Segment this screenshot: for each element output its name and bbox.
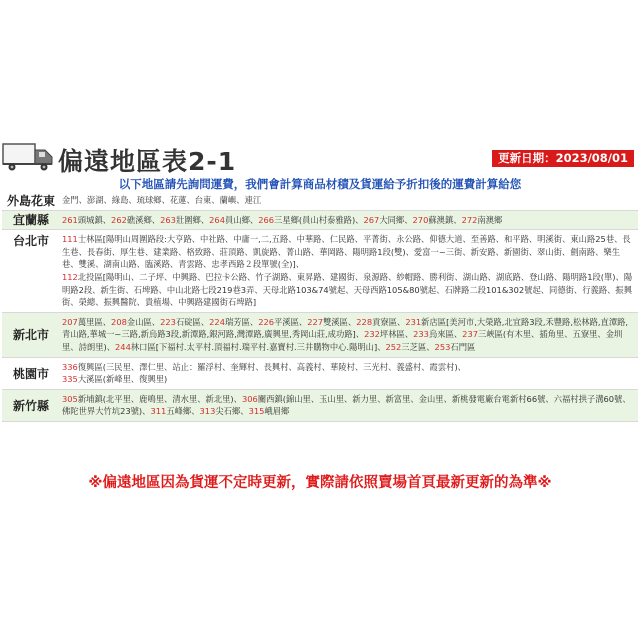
region-row xyxy=(2,390,638,422)
postal-code: 264 xyxy=(209,214,225,225)
postal-code: 244 xyxy=(115,341,131,352)
area-text: 瑞芳區、 xyxy=(224,316,259,327)
postal-code: 207 xyxy=(62,316,78,327)
area-text: 貢寮區、 xyxy=(372,316,406,327)
area-paragraph xyxy=(62,194,636,207)
region-row xyxy=(2,230,638,313)
area-text: 大溪區(新峰里、復興里) xyxy=(77,374,168,385)
area-text: 峨眉鄉 xyxy=(264,406,290,417)
area-paragraph xyxy=(62,361,636,374)
area-text: 新埔鎮(北平里、鹿鳴里、清水里、新北里)、 xyxy=(77,393,242,404)
area-text: 士林區[陽明山周圍路段:大亨路、中社路、中庸一,二,五路、中華路、仁民路、平菁街、永公路、仰德大道、至善路、和平路、明溪街、東山路25巷、長生巷、長春街、厚生巷、建業路、格致路、莊頂路、凱旋路、菁山路、華岡路、陽明路1段(雙)、愛富一~三街、新安路、新園街、翠山街、劍南路、樂生巷、雙溪、湖南山路、臨溪路、青雲路、忠孝西路２段單號(全)]、 xyxy=(62,234,631,270)
area-text: 員山鄉、 xyxy=(224,214,259,225)
area-text: 南澳鄉 xyxy=(477,214,503,225)
area-paragraph xyxy=(62,393,636,418)
region-areas xyxy=(60,191,638,210)
area-text: 石門區 xyxy=(450,341,476,352)
postal-code: 231 xyxy=(405,316,422,327)
footer-notice: ※偏遠地區因為貨運不定時更新，實際請依照賣場首頁最新更新的為準※ xyxy=(88,475,552,491)
postal-code: 270 xyxy=(412,214,429,225)
postal-code: 272 xyxy=(461,214,478,225)
postal-code: 228 xyxy=(356,316,373,327)
area-text: 坪林區、 xyxy=(379,329,414,340)
postal-code: 267 xyxy=(363,214,380,225)
postal-code: 253 xyxy=(434,341,451,352)
region-areas xyxy=(60,313,638,357)
postal-code: 237 xyxy=(462,329,479,340)
region-row xyxy=(2,358,638,390)
postal-code: 311 xyxy=(150,406,167,417)
postal-code: 336 xyxy=(62,361,78,372)
remote-area-table xyxy=(2,191,638,422)
postal-code: 208 xyxy=(111,316,127,327)
area-paragraph xyxy=(62,214,636,227)
postal-code: 261 xyxy=(62,214,78,225)
area-text: 石碇區、 xyxy=(175,316,210,327)
area-text: 林口區[下福村.太平村.頂福村.瑞平村.嘉寶村.三井購物中心.陽明山]、 xyxy=(130,341,386,352)
subtitle-notice: 以下地區請先詢問運費，我們會計算商品材積及貨運給予折扣後的運費計算給您 xyxy=(118,177,522,191)
area-text: 萬里區、 xyxy=(77,316,112,327)
region-row xyxy=(2,211,638,231)
area-text: 尖石鄉、 xyxy=(215,406,249,417)
area-text: 三星鄉(員山村泰雅路)、 xyxy=(274,214,364,225)
postal-code: 315 xyxy=(248,406,265,417)
postal-code: 224 xyxy=(209,316,225,327)
postal-code: 252 xyxy=(385,341,402,352)
postal-code: 263 xyxy=(160,214,176,225)
area-text: 礁溪鄉、 xyxy=(126,214,161,225)
postal-code: 306 xyxy=(241,393,258,404)
region-row xyxy=(2,313,638,358)
update-date-badge: 更新日期：2023/08/01 xyxy=(492,150,634,167)
postal-code: 335 xyxy=(62,374,78,385)
truck-icon xyxy=(2,142,54,172)
area-text: 北投區[陽明山、二子坪、中興路、巴拉卡公路、竹子湖路、東昇路、建國街、泉源路、紗帽路、勝利街、湖山路、湖底路、登山路、陽明路1段(單)、陽明路2段、新生街、石埤路、中山北路七段219巷3弄、天母北路103&74號起、天母西路105&80號起、石牌路二段101&302號起、同德街、行義路、振興街、榮總、振興醫院、貴植場、中興路建國街石埤路] xyxy=(62,271,633,308)
area-text: 雙溪區、 xyxy=(323,316,357,327)
region-row xyxy=(2,191,638,211)
region-name: 桃園市 xyxy=(12,366,49,381)
area-text: 平溪區、 xyxy=(274,316,308,327)
area-text: 金門、澎湖、綠島、琉球鄉、花蓮、台東、蘭嶼、連江 xyxy=(62,195,262,205)
area-text: 五峰鄉、 xyxy=(166,406,200,417)
postal-code: 305 xyxy=(62,393,78,404)
postal-code: 112 xyxy=(62,271,78,282)
postal-code: 233 xyxy=(413,329,429,340)
region-areas xyxy=(60,230,638,312)
postal-code: 266 xyxy=(258,214,275,225)
area-paragraph xyxy=(62,271,636,309)
area-text: 關西鎮(錦山里、玉山里、新力里、新富里、金山里、新桃發電廠台電新村66號、六福村拱子溝60號、佛陀世界大竹坑23號)、 xyxy=(62,393,631,417)
area-text: 新店區[美河市,大榮路,北宜路3段,禾豐路,松林路,直潭路,青山路,華城一~三路,新烏路3段,新潭路,銀河路,灣潭路,廣興里,秀岡山莊,成功路]、 xyxy=(62,316,629,340)
area-text: 三峽區(有木里、插角里、五寮里、金圳里、詩朗里)、 xyxy=(62,329,623,352)
postal-code: 223 xyxy=(160,316,176,327)
region-name: 新北市 xyxy=(12,328,49,343)
region-name: 台北市 xyxy=(12,234,49,249)
page-header xyxy=(0,140,640,176)
region-areas xyxy=(60,211,638,230)
postal-code: 313 xyxy=(199,406,216,417)
postal-code: 262 xyxy=(111,214,127,225)
page-title: 偏遠地區表2-1 xyxy=(58,147,237,176)
postal-code: 232 xyxy=(364,329,380,340)
area-text: 金山區、 xyxy=(126,316,161,327)
area-paragraph xyxy=(62,316,636,354)
area-text: 頭城鎮、 xyxy=(77,214,112,225)
area-paragraph xyxy=(62,373,636,386)
postal-code: 111 xyxy=(62,234,78,245)
area-text: 壯圍鄉、 xyxy=(175,214,210,225)
area-text: 大同鄉、 xyxy=(379,214,413,225)
area-text: 復興區(三民里、澤仁里、站止：羅浮村、奎輝村、長興村、高義村、華陵村、三光村、義盛村、霞雲村)、 xyxy=(77,361,466,372)
area-text: 蘇澳鎮、 xyxy=(428,214,462,225)
postal-code: 226 xyxy=(258,316,275,327)
area-paragraph xyxy=(62,233,636,271)
area-text: 三芝區、 xyxy=(401,341,435,352)
region-name: 新竹縣 xyxy=(12,398,49,413)
postal-code: 227 xyxy=(307,316,324,327)
area-text: 烏來區、 xyxy=(428,329,463,340)
region-areas xyxy=(60,358,638,389)
region-areas xyxy=(60,390,638,421)
region-name: 宜蘭縣 xyxy=(12,213,49,228)
region-name: 外島花東 xyxy=(6,193,55,208)
